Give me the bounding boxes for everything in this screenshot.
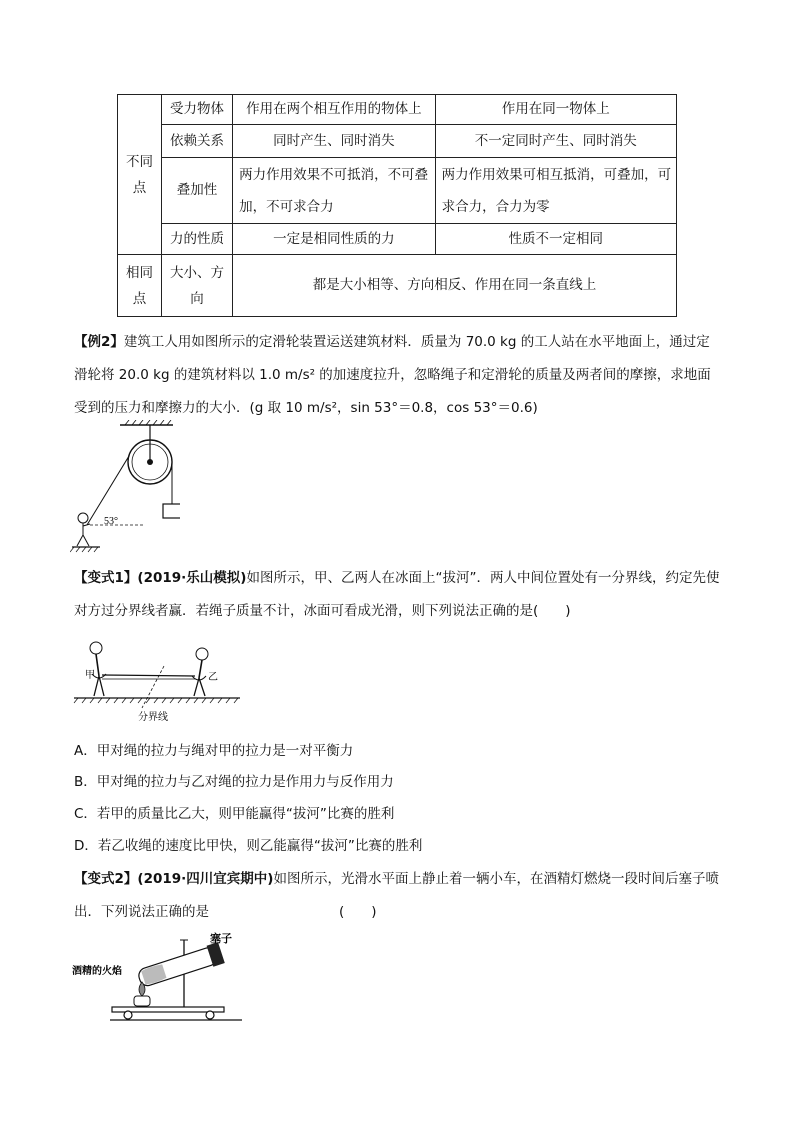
label-jia: 甲 [85,670,95,681]
label-plug: 塞子 [210,932,232,945]
label-yi: 乙 [208,672,218,683]
cell-balance-force: 作用在同一物体上 [435,95,676,125]
option-d: D．若乙收绳的速度比甲快，则乙能赢得“拔河”比赛的胜利 [74,838,423,854]
cell-same-value: 都是大小相等、方向相反、作用在同一条直线上 [233,255,677,317]
comparison-table [117,94,677,317]
cell-attr: 叠加性 [161,158,232,224]
example-2-text: 【例2】建筑工人用如图所示的定滑轮装置运送建筑材料．质量为 70.0 kg 的工人站在水平地面上，通过定滑轮将 20.0 kg 的建筑材料以 1.0 m/s² 的加速度拉升，忽略绳子和定滑轮的质量及两者间的摩擦，求地面受到的压力和摩擦力的大小．(g 取 10 m/s²，sin 53°＝0.8，cos 53°＝0.6) [74,334,711,416]
steam-cart-figure [72,930,247,1026]
tug-of-war-figure [72,638,242,726]
option-a: A．甲对绳的拉力与绳对甲的拉力是一对平衡力 [74,743,354,759]
pulley-figure [70,420,180,555]
option-c: C．若甲的质量比乙大，则甲能赢得“拔河”比赛的胜利 [74,806,395,822]
row-header-same: 相同点 [118,255,162,317]
cell-attr: 力的性质 [161,224,232,255]
cell-balance-force: 不一定同时产生、同时消失 [435,125,676,158]
cell-interaction-force: 一定是相同性质的力 [233,224,436,255]
cell-attr: 大小、方向 [161,255,232,317]
angle-label: 53° [104,516,118,527]
variant-1-text: 【变式1】(2019·乐山模拟)如图所示，甲、乙两人在冰面上“拔河”．两人中间位置处有一分界线，约定先使对方过分界线者赢．若绳子质量不计，冰面可看成光滑，则下列说法正确的是( ) [74,570,720,619]
cell-balance-force: 性质不一定相同 [435,224,676,255]
cell-interaction-force: 两力作用效果不可抵消，不可叠加，不可求合力 [233,158,436,224]
cell-interaction-force: 同时产生、同时消失 [233,125,436,158]
row-header-different: 不同点 [118,95,162,255]
cell-interaction-force: 作用在两个相互作用的物体上 [233,95,436,125]
variant-2-text: 【变式2】(2019·四川宜宾期中)如图所示，光滑水平面上静止着一辆小车，在酒精灯燃烧一段时间后塞子喷出．下列说法正确的是 ( ) [74,871,719,920]
option-b: B．甲对绳的拉力与乙对绳的拉力是作用力与反作用力 [74,774,394,790]
cell-attr: 依赖关系 [161,125,232,158]
label-dividing-line: 分界线 [138,712,168,723]
cell-balance-force: 两力作用效果可相互抵消，可叠加，可求合力，合力为零 [435,158,676,224]
cell-attr: 受力物体 [161,95,232,125]
label-flame: 酒精的火焰 [72,966,122,977]
